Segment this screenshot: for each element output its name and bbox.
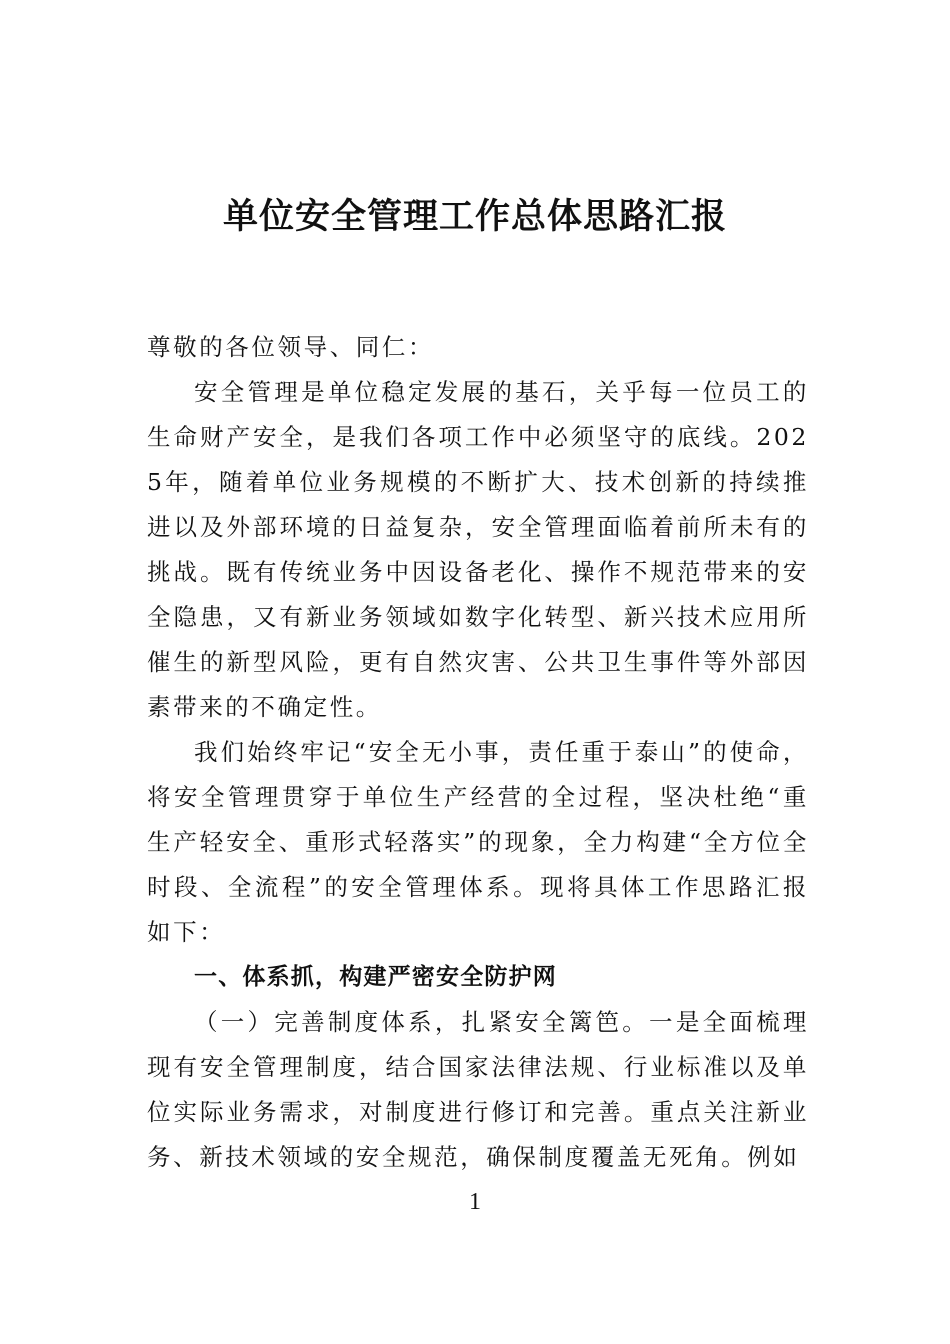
section-heading: 一、体系抓，构建严密安全防护网	[194, 964, 557, 990]
commitment-paragraph: 我们始终牢记“安全无小事，责任重于泰山”的使命，将安全管理贯穿于单位生产经营的全过程，坚决杜绝“重生产轻安全、重形式轻落实”的现象，全力构建“全方位全时段、全流程”的安全管理体系。现将具体工作思路汇报如下：	[147, 738, 809, 946]
salutation: 尊敬的各位领导、同仁：	[147, 333, 435, 361]
page-number: 1	[469, 1189, 481, 1215]
document-body	[147, 325, 809, 1180]
subsection-paragraph: （一）完善制度体系，扎紧安全篱笆。一是全面梳理现有安全管理制度，结合国家法律法规、行业标准以及单位实际业务需求，对制度进行修订和完善。重点关注新业务、新技术领域的安全规范，确保制度覆盖无死角。例如	[147, 1008, 809, 1171]
document-title: 单位安全管理工作总体思路汇报	[222, 196, 727, 237]
intro-paragraph: 安全管理是单位稳定发展的基石，关乎每一位员工的生命财产安全，是我们各项工作中必须坚守的底线。2025年，随着单位业务规模的不断扩大、技术创新的持续推进以及外部环境的日益复杂，安全管理面临着前所未有的挑战。既有传统业务中因设备老化、操作不规范带来的安全隐患，又有新业务领域如数字化转型、新兴技术应用所催生的新型风险，更有自然灾害、公共卫生事件等外部因素带来的不确定性。	[147, 378, 809, 721]
